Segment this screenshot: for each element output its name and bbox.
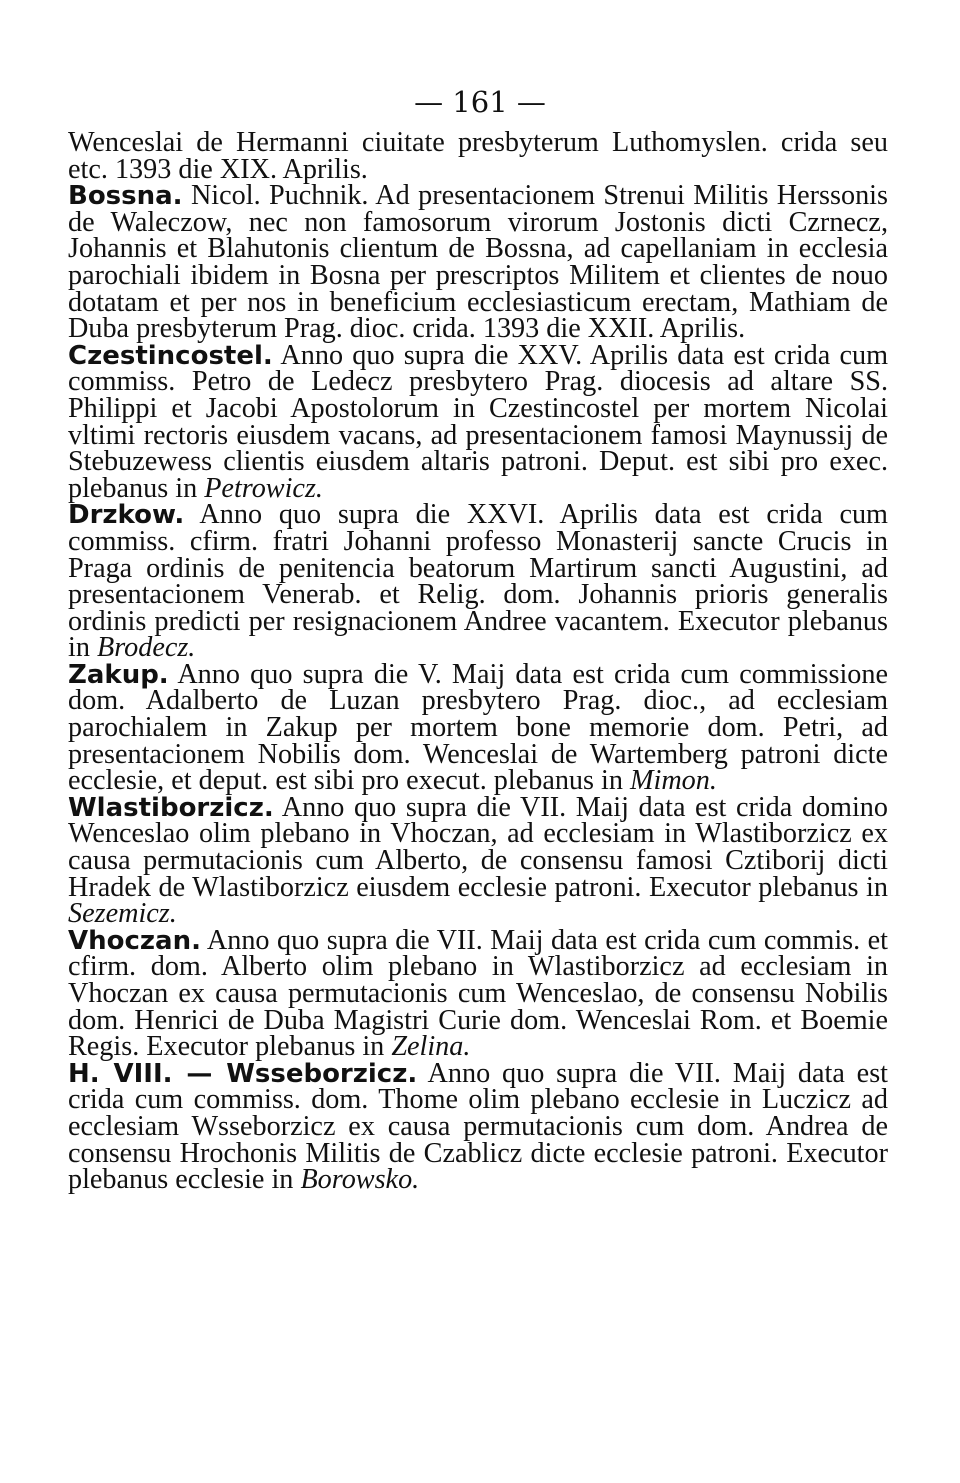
entry-place: Zelina. — [391, 1031, 471, 1063]
entry-place: Sezemicz. — [68, 898, 177, 930]
entry-paragraph — [68, 339, 888, 504]
entry-heading: Wlastiborzicz. — [68, 792, 274, 823]
entry-text: Anno quo supra die V. Maij data est crida cum commissione dom. Adalberto de Luzan presbytero Prag. dioc., ad ecclesiam parochialem in Zakup per mortem bone memorie dom. Petri, ad presentacionem Nobilis dom. Wenceslai de Wartemberg patroni dicte ecclesie, et deput. est sibi pro execut. plebanus in — [68, 658, 888, 797]
entry-text: Anno quo supra die XXV. Aprilis data est crida cum commiss. Petro de Ledecz presbytero Prag. diocesis ad altare SS. Philippi et Jacobi Apostolorum in Czestincostel per mortem Nicolai vltimi rectoris eiusdem vacans, ad presentacionem famosi Maynussij de Stebuzewess clientis eiusdem altaris patroni. Deput. est sibi pro exec. plebanus in — [68, 339, 888, 504]
entry-heading: Drzkow. — [68, 500, 185, 531]
entry-text: Anno quo supra die VII. Maij data est crida cum commis. et cfirm. dom. Alberto olim plebano in Wlastiborzicz ad ecclesiam in Vhoczan ex causa permutacionis cum Wenceslao, de consensu Nobilis dom. Henrici de Duba Magistri Curie dom. Wenceslai Rom. et Boemie Regis. Executor plebanus in — [68, 924, 888, 1063]
entry-heading: Vhoczan. — [68, 925, 201, 956]
entry-place: Petrowicz. — [204, 472, 323, 504]
entry-text: Anno quo supra die VII. Maij data est crida domino Wenceslao olim plebano in Vhoczan, ad ecclesiam in Wlastiborzicz ex causa permutacionis cum Alberto, de consensu famosi Cztiborij dicti Hradek de Wlastiborzicz eiusdem ecclesie patroni. Executor plebanus in — [68, 791, 888, 903]
entry-text: Nicol. Puchnik. Ad presentacionem Strenui Militis Herssonis de Waleczow, nec non famosorum virorum Jostonis dicti Czrnecz, Johannis et Blahutonis clientum de Bossna, ad capellaniam in ecclesia parochiali ibidem in Bosna per prescriptos Militem et clientes de nouo dotatam et per nos in beneficium ecclesiasticum erectam, Mathiam de Duba presbyterum Prag. dioc. crida. 1393 die XXII. Aprilis. — [68, 180, 888, 345]
page-number: — 161 — — [414, 85, 546, 119]
entry-heading: Czestincostel. — [68, 340, 273, 371]
entry-heading: Bossna. — [68, 181, 183, 212]
entry-paragraph — [68, 1057, 888, 1196]
entry-heading: Zakup. — [68, 659, 169, 690]
entry-heading: H. VIII. — Wsseborzicz. — [68, 1058, 418, 1089]
entry-text: Anno quo supra die VII. Maij data est crida cum commiss. dom. Thome olim plebano ecclesie in Luczicz ad ecclesiam Wsseborzicz ex causa permutacionis cum dom. Andrea de consensu Hrochonis Militis de Czablicz dicte ecclesie patroni. Executor plebanus ecclesie in — [68, 1057, 888, 1196]
entry-paragraph — [68, 499, 888, 664]
entry-paragraph — [68, 924, 888, 1063]
body-text — [68, 127, 888, 1196]
entry-paragraph — [68, 180, 888, 345]
entry-text: Wenceslai de Hermanni ciuitate presbyterum Luthomyslen. crida seu etc. 1393 die XIX. Aprilis. — [68, 127, 888, 185]
entry-paragraph — [68, 658, 888, 797]
entry-paragraph — [68, 127, 888, 185]
entry-paragraph — [68, 791, 888, 930]
entry-place: Mimon. — [630, 765, 717, 797]
entry-place: Borowsko. — [300, 1164, 420, 1196]
entry-place: Brodecz. — [96, 632, 196, 664]
entry-text: Anno quo supra die XXVI. Aprilis data est crida cum commiss. cfirm. fratri Johanni professo Monasterij sancte Crucis in Praga ordinis de penitencia beatorum Martirum sancti Augustini, ad presentacionem Venerab. et Relig. dom. Johannis prioris generalis ordinis predicti per resignacionem Andree vacantem. Executor plebanus in — [68, 499, 888, 664]
